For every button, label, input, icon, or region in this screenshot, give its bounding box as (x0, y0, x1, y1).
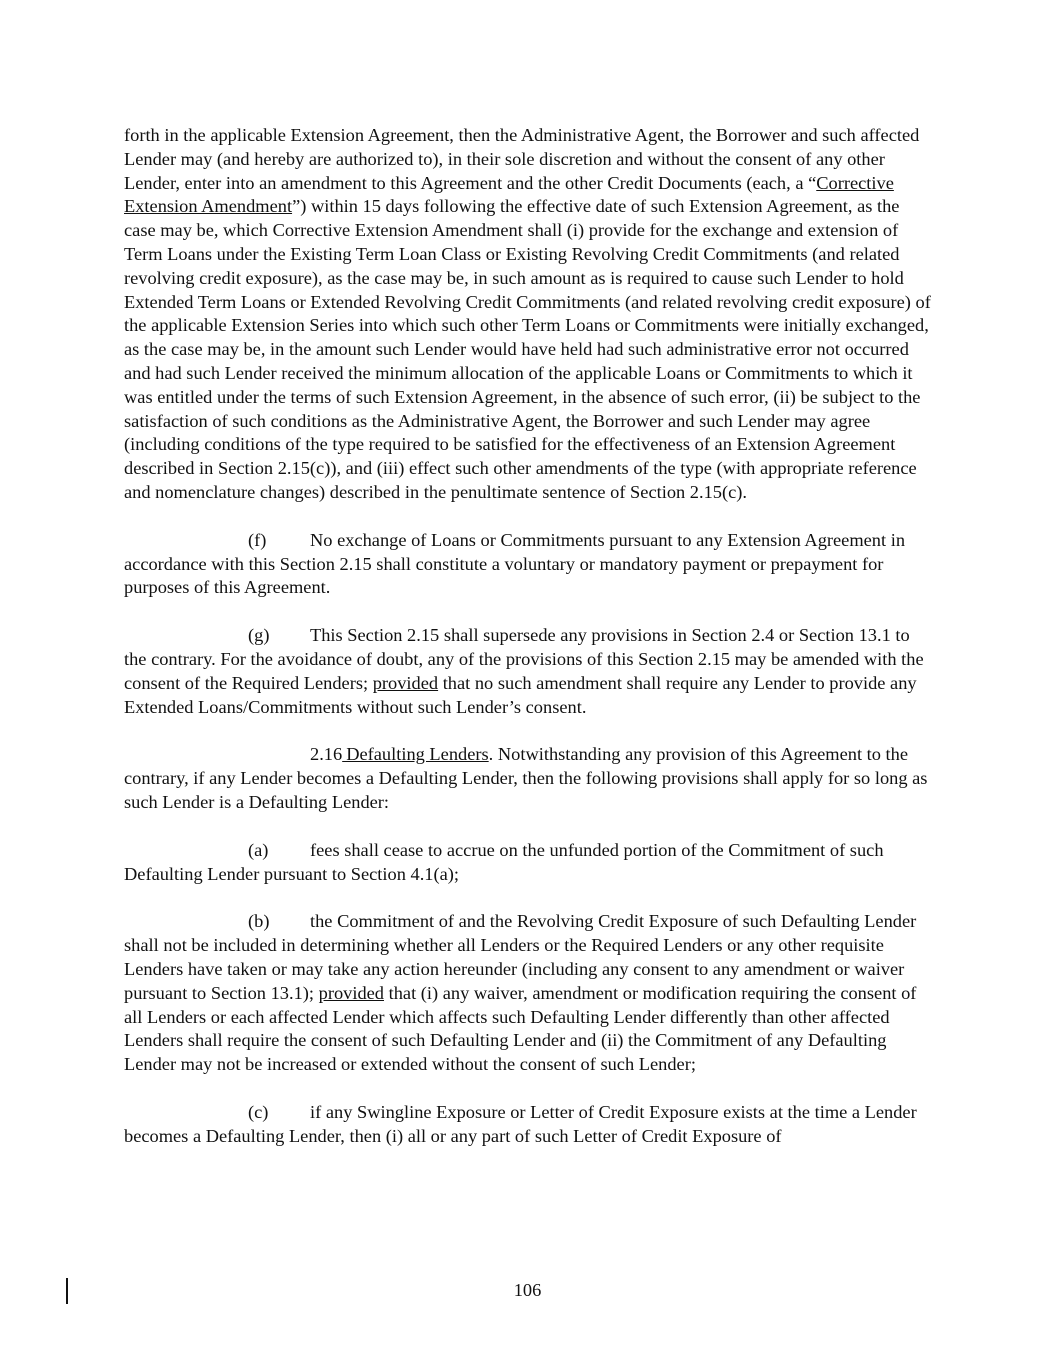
clause-b (124, 910, 934, 1077)
clause-f (124, 529, 934, 600)
page-number: 106 (513, 1280, 542, 1300)
provided-term: provided (372, 672, 439, 693)
provided-term: provided (318, 982, 384, 1003)
section-title: Defaulting Lenders (346, 744, 489, 765)
clause-text: that (i) any waiver, amendment or modification requiring the consent of all Lenders or each affected Lender which affects such Defaulting Lender differently than other affected Lenders shall require the consent of such Defaulting Lender and (ii) the Commitment of any Defaulting Lender may not be increased or extended without the consent of such Lender; (124, 982, 917, 1075)
section-number: 2.16 (310, 744, 343, 765)
paragraph-corrective-extension (124, 124, 934, 505)
clause-label: (a) (248, 839, 269, 860)
clause-text: if any Swingline Exposure or Letter of Credit Exposure exists at the time a Lender becomes a Defaulting Lender, then (i) all or any part of such Letter of Credit Exposure of (124, 1101, 917, 1146)
clause-label: (c) (248, 1101, 269, 1122)
clause-c (124, 1101, 934, 1149)
clause-a (124, 839, 934, 887)
clause-label: (g) (248, 625, 270, 646)
section-2-16 (124, 743, 934, 814)
clause-label: (f) (248, 529, 267, 550)
document-page (124, 124, 934, 1172)
clause-text: fees shall cease to accrue on the unfunded portion of the Commitment of such Defaulting Lender pursuant to Section 4.1(a); (124, 839, 884, 884)
clause-text: the Commitment of and the Revolving Credit Exposure of such Defaulting Lender shall not be included in determining whether all Lenders or the Required Lenders or any other requisite Lenders have taken or may take any action hereunder (including any consent to any amendment or waiver pursuant to Section 13.1); (124, 911, 917, 1003)
paragraph-text: forth in the applicable Extension Agreement, then the Administrative Agent, the Borrower and such affected Lender may (and hereby are authorized to), in their sole discretion and without the consent of any other Lender, enter into an amendment to this Agreement and the other Credit Documents (each, a “ (124, 125, 920, 193)
clause-text: that no such amendment shall require any Lender to provide any Extended Loans/Commitments without such Lender’s consent. (124, 672, 917, 717)
section-text: . Notwithstanding any provision of this Agreement to the contrary, if any Lender becomes a Defaulting Lender, then the following provisions shall apply for so long as such Lender is a Defaulting Lender: (124, 744, 928, 812)
clause-text: No exchange of Loans or Commitments pursuant to any Extension Agreement in accordance with this Section 2.15 shall constitute a voluntary or mandatory payment or prepayment for purposes of this Agreement. (124, 529, 906, 598)
clause-g (124, 624, 934, 719)
defined-term: Corrective Extension Amendment (124, 172, 894, 217)
clause-text: This Section 2.15 shall supersede any provisions in Section 2.4 or Section 13.1 to the contrary. For the avoidance of doubt, any of the provisions of this Section 2.15 may be amended with the consent of the Required Lenders; (124, 625, 924, 693)
clause-label: (b) (248, 911, 270, 932)
paragraph-text: ”) within 15 days following the effective date of such Extension Agreement, as the case may be, which Corrective Extension Amendment shall (i) provide for the exchange and extension of Term Loans under the Existing Term Loan Class or Existing Revolving Credit Commitments (and related revolving credit exposure), as the case may be, in such amount as is required to cause such Lender to hold Extended Term Loans or Extended Revolving Credit Commitments (and related revolving credit exposure) of the applicable Extension Series into which such other Term Loans or Commitments were initially exchanged, as the case may be, in the amount such Lender would have held had such administrative error not occurred and had such Lender received the minimum allocation of the applicable Loans or Commitments to which it was entitled under the terms of such Extension Agreement, in the absence of such error, (ii) be subject to the satisfaction of such conditions as the Administrative Agent, the Borrower and such Lender may agree (including conditions of the type required to be satisfied for the effectiveness of an Extension Agreement described in Section 2.15(c)), and (iii) effect such other amendments of the type (with appropriate reference and nomenclature changes) described in the penultimate sentence of Section 2.15(c). (124, 196, 931, 502)
